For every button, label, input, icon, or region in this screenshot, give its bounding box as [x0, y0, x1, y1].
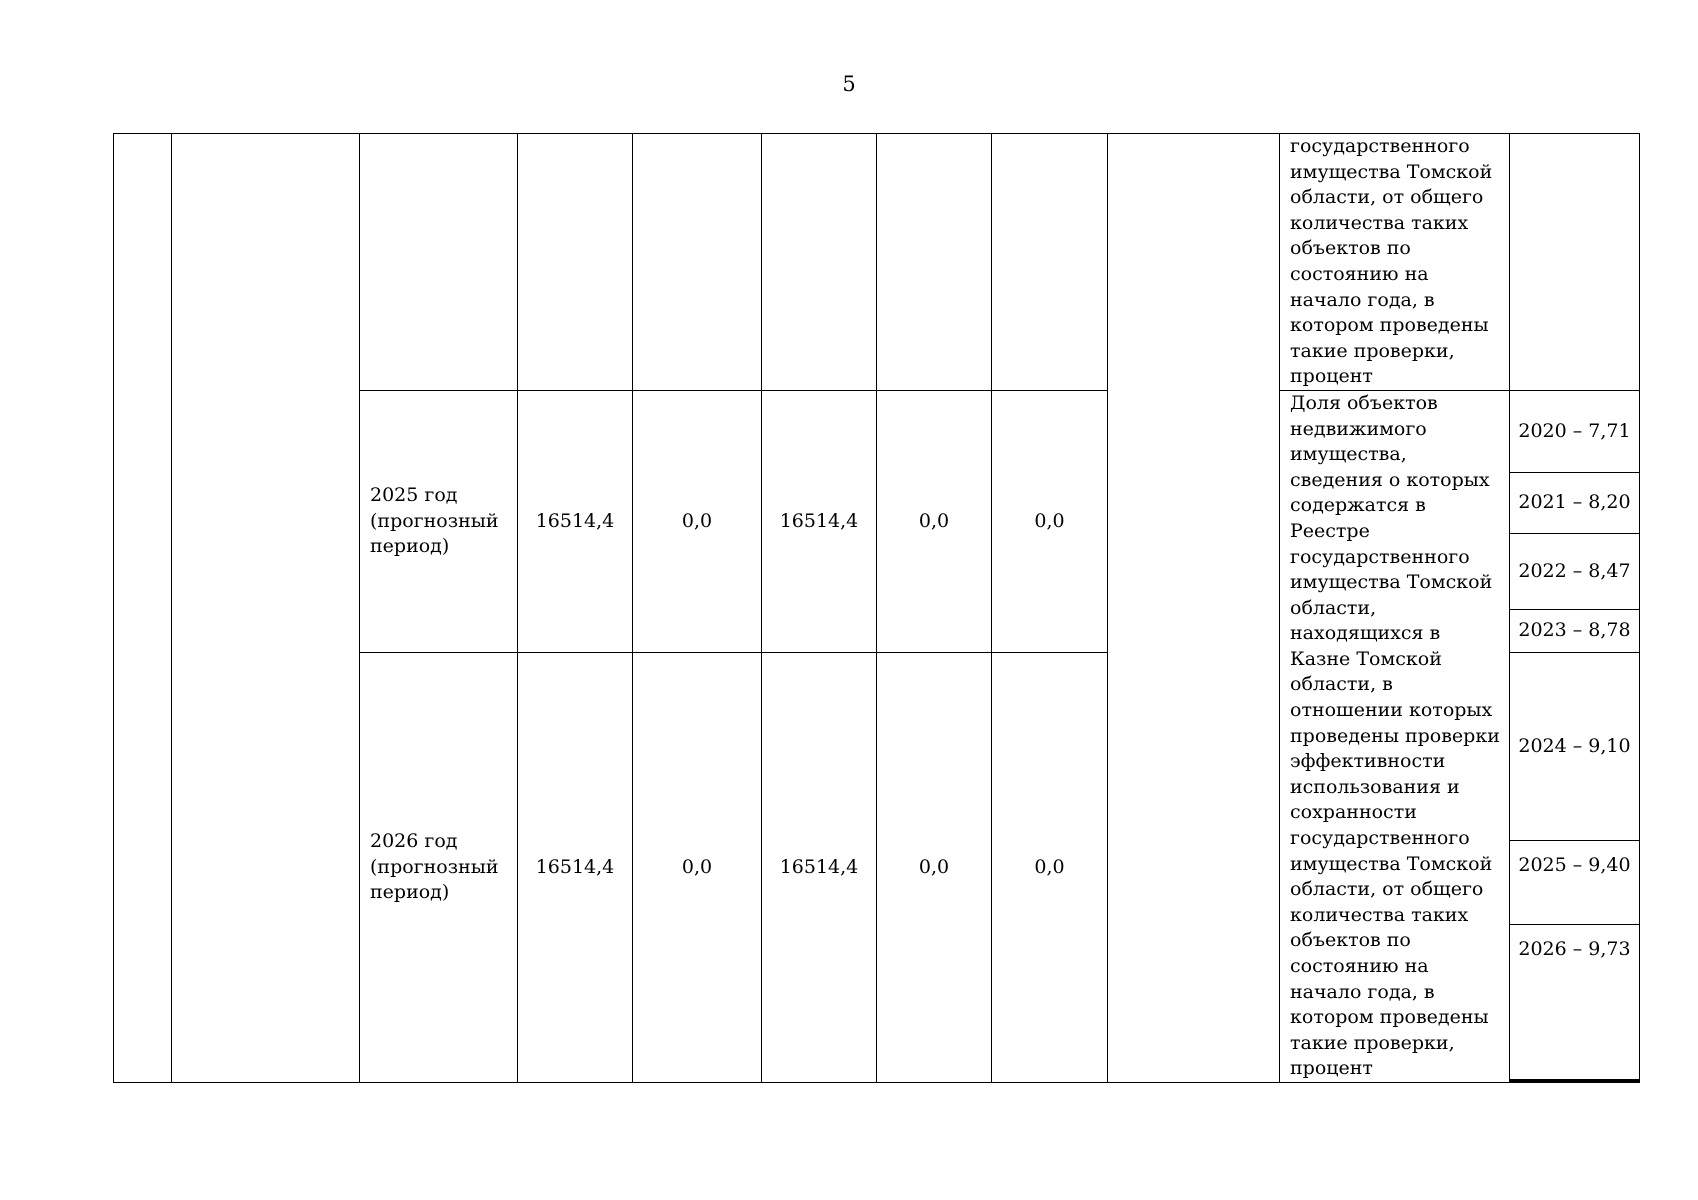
- total-cell-empty: [518, 134, 633, 391]
- period-cell: 2025 год (прогнозный период): [360, 390, 518, 652]
- target-2024: 2024 – 9,10: [1510, 652, 1640, 840]
- program-table: [113, 133, 1640, 1083]
- col4-cell: 0,0: [877, 390, 992, 652]
- col5-cell: 0,0: [992, 652, 1108, 1082]
- col4-cell: 0,0: [877, 652, 992, 1082]
- total-cell: 16514,4: [518, 652, 633, 1082]
- target-cell-empty: [1510, 134, 1640, 391]
- target-2020: 2020 – 7,71: [1510, 390, 1640, 472]
- target-2022: 2022 – 8,47: [1510, 533, 1640, 609]
- continued-indicator-cell: государственного имущества Томской области, от общего количества таких объектов по состоянию на начало года, в котором проведены такие проверки, процент: [1280, 134, 1510, 391]
- target-2026: 2026 – 9,73: [1510, 924, 1640, 1079]
- period-cell-empty: [360, 134, 518, 391]
- col4-cell-empty: [877, 134, 992, 391]
- target-2025: 2025 – 9,40: [1510, 840, 1640, 924]
- col5-cell: 0,0: [992, 390, 1108, 652]
- col2-cell-empty: [633, 134, 762, 391]
- target-2021: 2021 – 8,20: [1510, 472, 1640, 533]
- target-2023: 2023 – 8,78: [1510, 609, 1640, 652]
- col3-cell-empty: [762, 134, 877, 391]
- indicator-cell: Доля объектов недвижимого имущества, сведения о которых содержатся в Реестре государственного имущества Томской области, находящихся в Казне Томской области, в отношении которых проведены проверки эффективности использования и сохранности государственного имущества Томской области, от общего количества таких объектов по состоянию на начало года, в котором проведены такие проверки, процент: [1280, 390, 1510, 1082]
- task-name-cell: [172, 134, 360, 1083]
- col2-cell: 0,0: [633, 652, 762, 1082]
- col3-cell: 16514,4: [762, 652, 877, 1082]
- col2-cell: 0,0: [633, 390, 762, 652]
- number-cell: [114, 134, 172, 1083]
- responsible-cell: [1108, 134, 1280, 1083]
- col3-cell: 16514,4: [762, 390, 877, 652]
- continuation-row: [114, 134, 1640, 391]
- col5-cell-empty: [992, 134, 1108, 391]
- page-number: 5: [842, 72, 856, 96]
- total-cell: 16514,4: [518, 390, 633, 652]
- period-cell: 2026 год (прогнозный период): [360, 652, 518, 1082]
